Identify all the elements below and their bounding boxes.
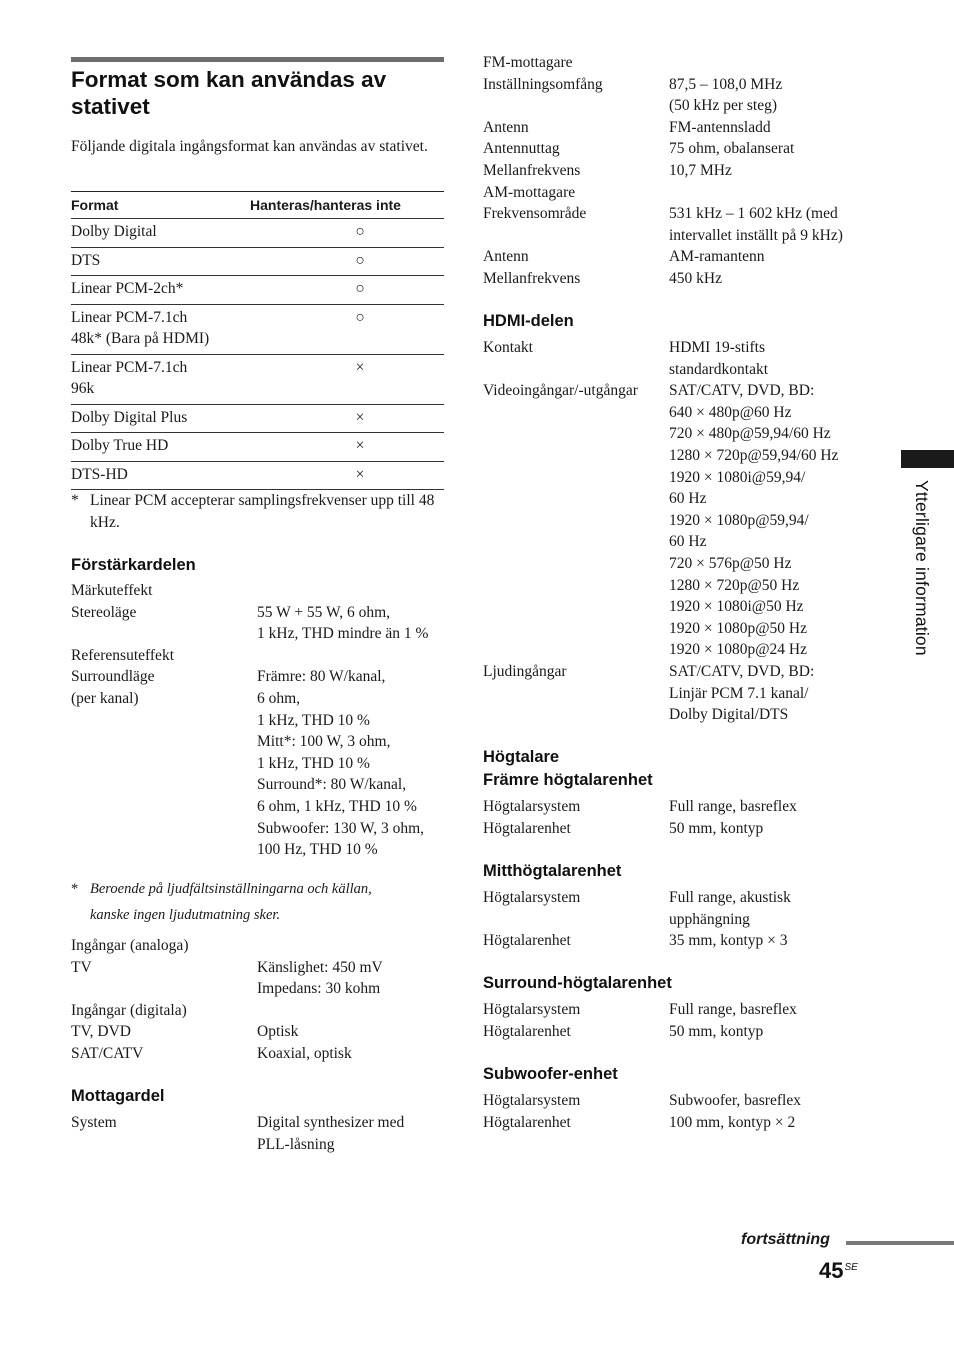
- spec-value: 55 W + 55 W, 6 ohm,: [257, 603, 391, 621]
- spec-value: FM-antennsladd: [669, 118, 771, 136]
- spec-value: 1 kHz, THD mindre än 1 %: [257, 625, 429, 643]
- spec-value: 100 Hz, THD 10 %: [257, 841, 378, 859]
- spec-value: 450 kHz: [669, 269, 722, 287]
- spec-label: System: [71, 1114, 117, 1131]
- intro-text: Följande digitala ingångsformat kan användas av stativet.: [71, 138, 428, 155]
- spec-value: Känslighet: 450 mV: [257, 958, 383, 976]
- support-mark: ×: [232, 404, 444, 433]
- spec-value: 640 × 480p@60 Hz: [669, 403, 792, 421]
- spec-label: Högtalarsystem: [483, 798, 581, 815]
- table-row: [71, 354, 444, 404]
- surround-speaker-heading: Surround-högtalarenhet: [483, 974, 672, 992]
- spec-label: Kontakt: [483, 339, 533, 356]
- spec-value: 531 kHz – 1 602 kHz (med: [669, 205, 838, 223]
- section-tab-marker: [901, 450, 954, 468]
- format-cell: Linear PCM-7.1ch 96k: [71, 354, 232, 404]
- spec-value: Digital synthesizer med: [257, 1114, 405, 1131]
- spec-label: Högtalarsystem: [483, 1001, 581, 1018]
- support-mark: ×: [232, 461, 444, 490]
- format-cell: Dolby Digital: [71, 219, 232, 248]
- spec-label: Högtalarenhet: [483, 1113, 571, 1131]
- spec-value: 50 mm, kontyp: [669, 819, 764, 837]
- title-rule: [71, 57, 444, 62]
- spec-value: Subwoofer, basreflex: [669, 1092, 801, 1109]
- spec-label: Märkuteffekt: [71, 582, 153, 599]
- section-tab-text: Ytterligare information: [912, 480, 932, 656]
- spec-value: 1 kHz, THD 10 %: [257, 754, 370, 772]
- support-mark: ×: [232, 433, 444, 462]
- amplifier-specs: [71, 580, 451, 861]
- spec-label: TV: [71, 958, 92, 976]
- spec-value: SAT/CATV, DVD, BD:: [669, 382, 815, 400]
- table-header-row: [71, 192, 444, 219]
- spec-label: Högtalarenhet: [483, 1022, 571, 1040]
- spec-value: 1920 × 1080p@50 Hz: [669, 619, 807, 637]
- spec-value: Koaxial, optisk: [257, 1044, 352, 1062]
- spec-value: (50 kHz per steg): [669, 97, 778, 115]
- spec-value: 50 mm, kontyp: [669, 1022, 764, 1040]
- spec-value: 100 mm, kontyp × 2: [669, 1113, 796, 1131]
- footnote-sound-field: [71, 876, 444, 928]
- support-mark: ○: [232, 276, 444, 305]
- spec-value: 87,5 – 108,0 MHz: [669, 75, 783, 93]
- spec-label: Surroundläge: [71, 668, 155, 686]
- support-mark: ○: [232, 304, 444, 354]
- subwoofer-specs: [483, 1090, 873, 1133]
- spec-label: Mellanfrekvens: [483, 161, 581, 179]
- support-mark: ○: [232, 247, 444, 276]
- spec-label: Antennuttag: [483, 140, 560, 158]
- table-row: [71, 433, 444, 462]
- receiver-heading: Mottagardel: [71, 1087, 165, 1105]
- spec-label: Inställningsomfång: [483, 75, 603, 93]
- spec-label: Videoingångar/-utgångar: [483, 382, 638, 400]
- center-speaker-heading: Mitthögtalarenhet: [483, 862, 622, 880]
- spec-value: Optisk: [257, 1023, 299, 1041]
- hdmi-specs: [483, 337, 873, 726]
- spec-value: 1920 × 1080p@59,94/: [669, 511, 809, 529]
- front-speaker-heading: Främre högtalarenhet: [483, 771, 653, 789]
- spec-value: Dolby Digital/DTS: [669, 706, 789, 724]
- support-mark: ×: [232, 354, 444, 404]
- amplifier-heading: Förstärkardelen: [71, 556, 196, 574]
- table-row: [71, 461, 444, 490]
- spec-value: SAT/CATV, DVD, BD:: [669, 662, 815, 680]
- page-number-value: 45: [819, 1258, 844, 1283]
- spec-value: 1920 × 1080p@24 Hz: [669, 641, 807, 659]
- format-cell: Linear PCM-2ch*: [71, 276, 232, 305]
- spec-value: 10,7 MHz: [669, 161, 732, 179]
- spec-label: Ingångar (digitala): [71, 1001, 187, 1019]
- spec-value: 60 Hz: [669, 533, 707, 551]
- footnote-text: Beroende på ljudfältsinställningarna och källan,: [90, 881, 372, 897]
- spec-label: Högtalarenhet: [483, 819, 571, 837]
- spec-value: intervallet inställt på 9 kHz): [669, 226, 843, 244]
- spec-label: (per kanal): [71, 689, 139, 707]
- spec-label: Högtalarenhet: [483, 932, 571, 950]
- spec-label: Frekvensområde: [483, 205, 587, 223]
- format-cell: Dolby Digital Plus: [71, 404, 232, 433]
- spec-value: Främre: 80 W/kanal,: [257, 668, 386, 686]
- continued-label: fortsättning: [741, 1231, 830, 1248]
- hdmi-heading: HDMI-delen: [483, 312, 574, 330]
- spec-value: PLL-låsning: [257, 1135, 335, 1153]
- spec-value: HDMI 19-stifts: [669, 339, 766, 356]
- support-mark: ○: [232, 219, 444, 248]
- spec-value: 6 ohm, 1 kHz, THD 10 %: [257, 797, 417, 815]
- spec-value: 1920 × 1080i@50 Hz: [669, 598, 804, 616]
- center-speaker-specs: [483, 887, 873, 952]
- format-cell: Linear PCM-7.1ch 48k* (Bara på HDMI): [71, 304, 232, 354]
- spec-value: AM-ramantenn: [669, 248, 765, 266]
- table-row: [71, 276, 444, 305]
- section-tab-label: [896, 480, 944, 710]
- spec-label: Ingångar (analoga): [71, 937, 189, 954]
- spec-value: upphängning: [669, 910, 750, 928]
- table-row: [71, 247, 444, 276]
- spec-label: TV, DVD: [71, 1023, 131, 1041]
- spec-value: 35 mm, kontyp × 3: [669, 932, 788, 950]
- header-format: Format: [71, 192, 232, 219]
- spec-value: 720 × 480p@59,94/60 Hz: [669, 425, 831, 443]
- speakers-heading: Högtalare: [483, 748, 560, 766]
- spec-label: Mellanfrekvens: [483, 269, 581, 287]
- footnote-star: *: [71, 492, 79, 509]
- format-table: [71, 191, 444, 490]
- spec-label: FM-mottagare: [483, 54, 573, 71]
- table-row: [71, 219, 444, 248]
- spec-label: Antenn: [483, 248, 529, 266]
- spec-value: 6 ohm,: [257, 689, 301, 707]
- spec-value: 1920 × 1080i@59,94/: [669, 468, 806, 486]
- surround-speaker-specs: [483, 999, 873, 1042]
- spec-value: standardkontakt: [669, 360, 769, 378]
- spec-value: 720 × 576p@50 Hz: [669, 554, 792, 572]
- spec-label: Antenn: [483, 118, 529, 136]
- page-number: [819, 1258, 858, 1284]
- spec-value: Full range, akustisk: [669, 889, 791, 906]
- table-row: [71, 304, 444, 354]
- spec-label: Högtalarsystem: [483, 1092, 581, 1109]
- spec-label: Referensuteffekt: [71, 646, 174, 664]
- footnote-star: *: [71, 881, 79, 897]
- spec-value: Full range, basreflex: [669, 798, 797, 815]
- continued-rule: [846, 1241, 954, 1245]
- spec-value: 60 Hz: [669, 490, 707, 508]
- receiver-specs: [483, 52, 873, 290]
- spec-value: Mitt*: 100 W, 3 ohm,: [257, 733, 391, 751]
- subwoofer-heading: Subwoofer-enhet: [483, 1065, 618, 1083]
- header-support: Hanteras/hanteras inte: [232, 192, 444, 219]
- spec-value: Subwoofer: 130 W, 3 ohm,: [257, 819, 425, 837]
- spec-label: Högtalarsystem: [483, 889, 581, 906]
- format-cell: DTS: [71, 247, 232, 276]
- spec-value: 1280 × 720p@50 Hz: [669, 576, 800, 594]
- format-cell: Dolby True HD: [71, 433, 232, 462]
- spec-label: Stereoläge: [71, 603, 137, 621]
- format-cell: DTS-HD: [71, 461, 232, 490]
- spec-value: Surround*: 80 W/kanal,: [257, 776, 407, 794]
- spec-label: Ljudingångar: [483, 662, 567, 680]
- footnote-pcm: [71, 490, 444, 533]
- table-row: [71, 404, 444, 433]
- receiver-system-spec: [71, 1112, 451, 1155]
- input-specs: [71, 935, 451, 1065]
- spec-value: Impedans: 30 kohm: [257, 980, 381, 998]
- page-number-suffix: SE: [844, 1262, 858, 1273]
- spec-value: 1280 × 720p@59,94/60 Hz: [669, 446, 839, 464]
- spec-value: 75 ohm, obalanserat: [669, 140, 795, 158]
- front-speaker-specs: [483, 796, 873, 839]
- spec-label: SAT/CATV: [71, 1044, 144, 1062]
- footnote-text: kanske ingen ljudutmatning sker.: [90, 907, 281, 923]
- spec-value: Linjär PCM 7.1 kanal/: [669, 684, 809, 702]
- spec-label: AM-mottagare: [483, 183, 576, 201]
- page-title: Format som kan användas av stativet: [71, 67, 387, 119]
- spec-value: Full range, basreflex: [669, 1001, 797, 1018]
- footnote-text: Linear PCM accepterar samplingsfrekvenser upp till 48 kHz.: [90, 492, 435, 531]
- spec-value: 1 kHz, THD 10 %: [257, 711, 370, 729]
